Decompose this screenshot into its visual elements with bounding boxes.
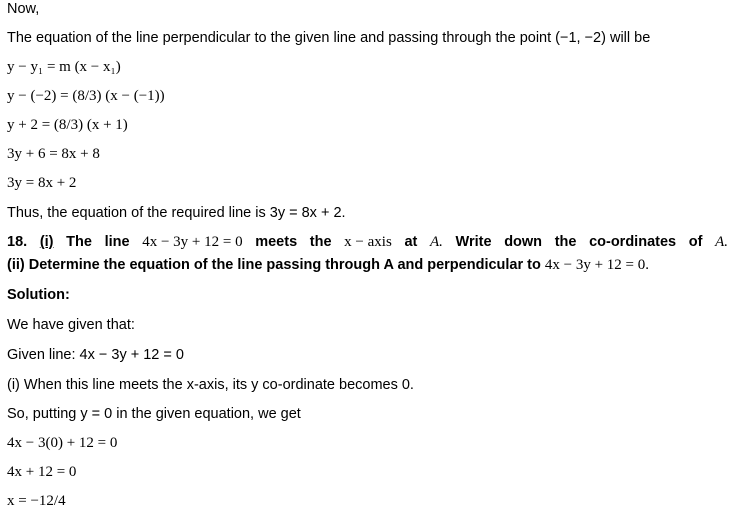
question-number: 18. <box>7 234 28 250</box>
equation-result: 3y = 8x + 2 <box>7 175 77 191</box>
solution-step-2: So, putting y = 0 in the given equation, we get <box>7 406 301 422</box>
question-word: The <box>66 234 92 250</box>
question-part-2-equation: 4x − 3y + 12 = 0. <box>544 257 650 273</box>
equation-substitution: y − (−2) = (8/3) (x − (−1)) <box>7 88 165 104</box>
question-equation: 4x − 3y + 12 = 0 <box>142 234 243 250</box>
solution-step-1: (i) When this line meets the x-axis, its y co-ordinate becomes 0. <box>7 377 414 393</box>
question-word: Write <box>455 234 492 250</box>
question-word: line <box>104 234 130 250</box>
equation-point-slope: y − y₁ = m (x − x₁) <box>7 59 121 75</box>
solution-equation-3: x = −12/4 <box>7 493 66 509</box>
question-point: A. <box>429 234 443 250</box>
question-word: down <box>504 234 543 250</box>
solution-given-line: Given line: 4x − 3y + 12 = 0 <box>7 347 184 363</box>
question-part-2-text: (ii) Determine the equation of the line passing through A and perpendicular to <box>7 257 541 273</box>
solution-intro: We have given that: <box>7 317 135 333</box>
text-conclusion: Thus, the equation of the required line is 3y = 8x + 2. <box>7 205 346 221</box>
equation-simplified: y + 2 = (8/3) (x + 1) <box>7 117 128 133</box>
question-word: the <box>554 234 577 250</box>
text-now: Now, <box>7 1 40 17</box>
question-word: the <box>309 234 332 250</box>
question-word: of <box>688 234 703 250</box>
question-axis: x − axis <box>344 234 392 250</box>
equation-expanded: 3y + 6 = 8x + 8 <box>7 146 100 162</box>
question-word: at <box>404 234 418 250</box>
question-word: meets <box>255 234 298 250</box>
question-point: A. <box>715 234 728 250</box>
question-18-part-1 <box>7 233 728 251</box>
question-word: co-ordinates <box>589 234 677 250</box>
text-perpendicular-intro: The equation of the line perpendicular to the given line and passing through the point (−1, −2) will be <box>7 30 651 46</box>
solution-equation-2: 4x + 12 = 0 <box>7 464 77 480</box>
question-18-part-2 <box>7 256 649 274</box>
question-part-label: (i) <box>39 234 54 250</box>
solution-equation-1: 4x − 3(0) + 12 = 0 <box>7 435 118 451</box>
solution-heading: Solution: <box>7 287 70 303</box>
